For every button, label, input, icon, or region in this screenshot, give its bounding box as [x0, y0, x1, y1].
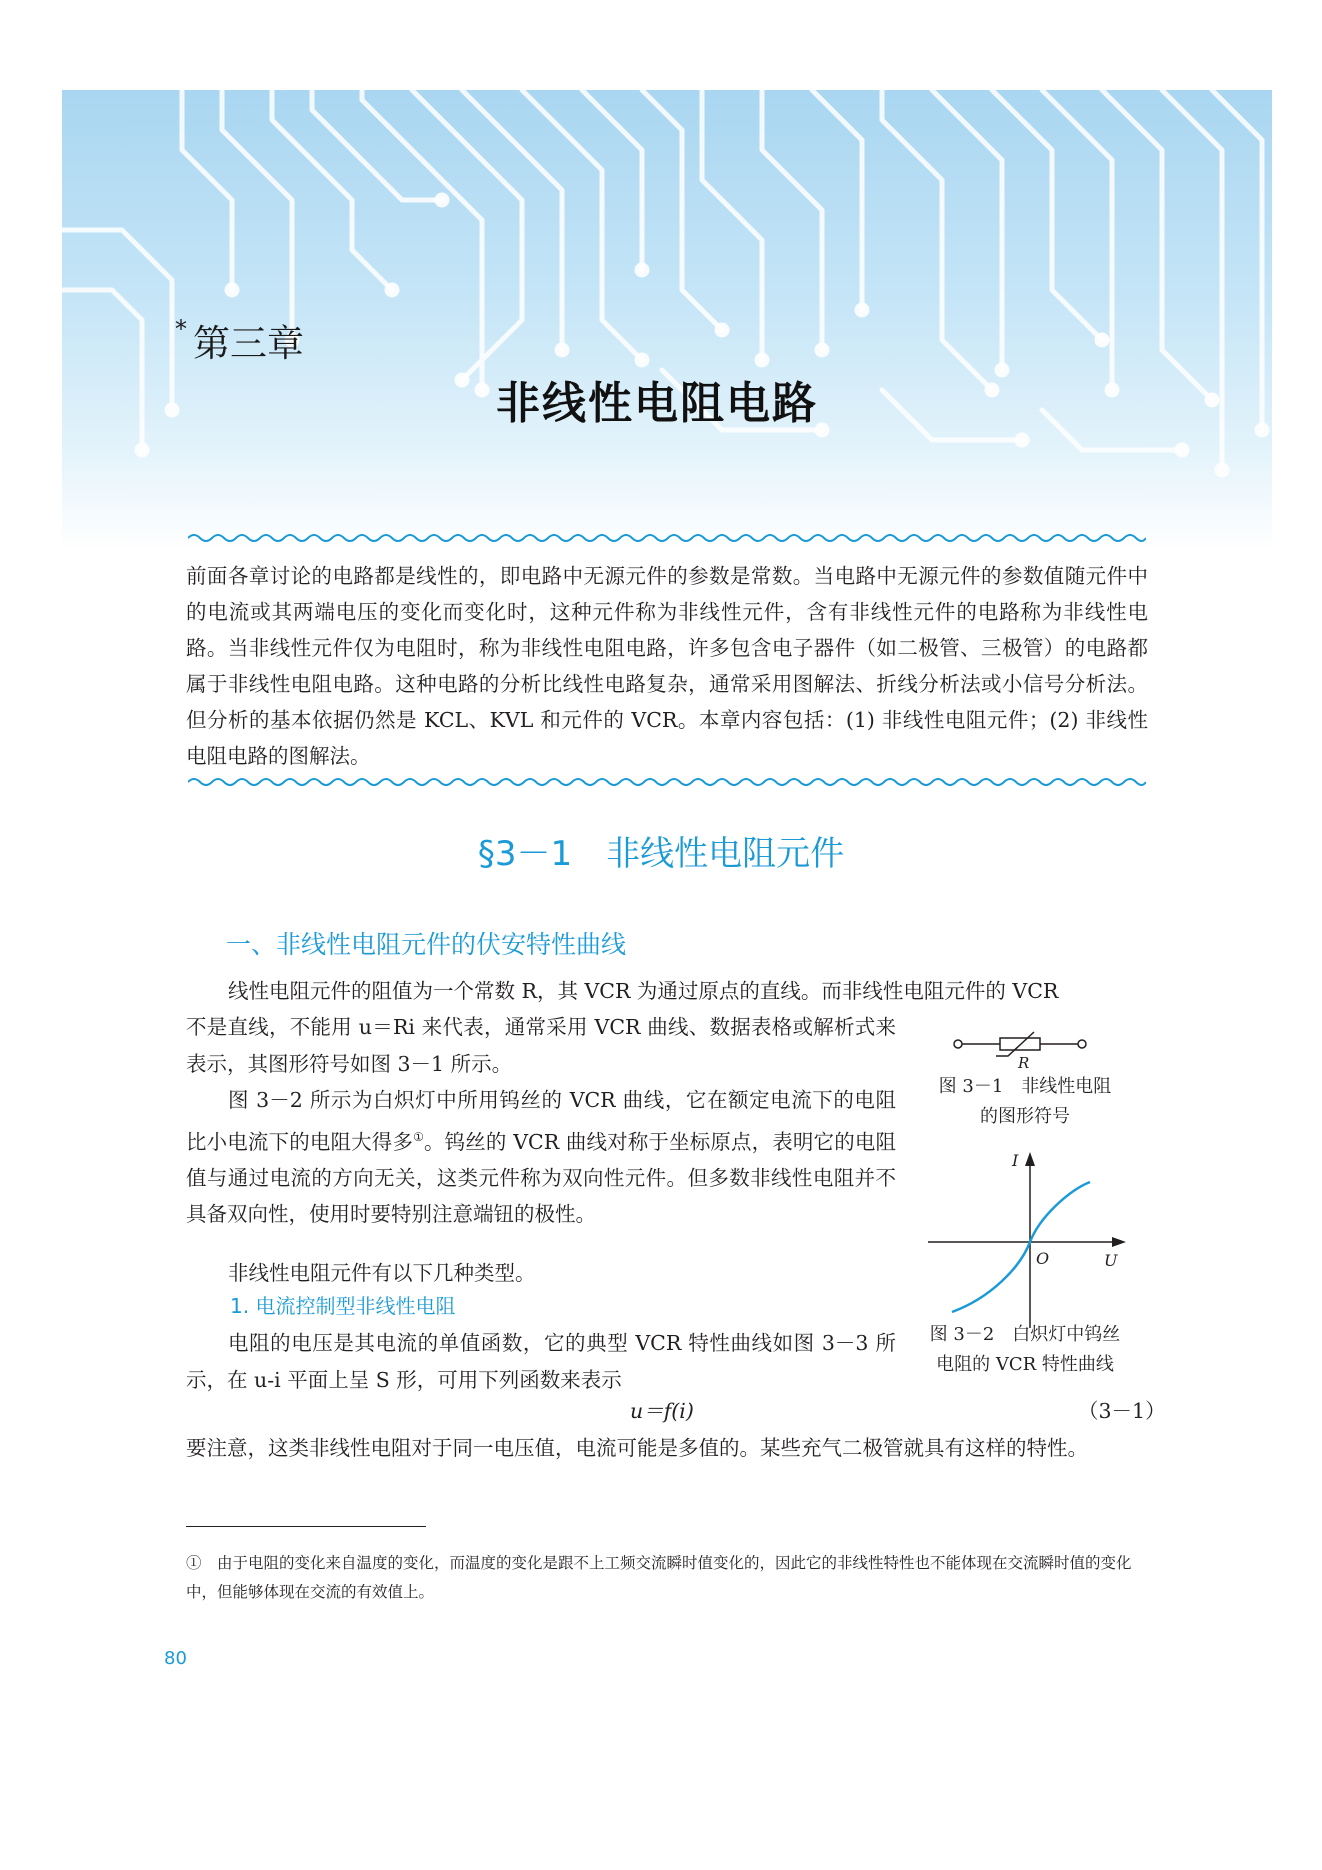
paragraph-1-line-1: 线性电阻元件的阻值为一个常数 R，其 VCR 为通过原点的直线。而非线性电阻元件的 VCR	[228, 979, 1059, 1003]
footnote: ① 由于电阻的变化来自温度的变化，而温度的变化是跟不上工频交流瞬时值变化的，因此它的非线性特性也不能体现在交流瞬时值的变化中，但能够体现在交流的有效值上。	[186, 1554, 1132, 1601]
footnote-divider	[186, 1526, 426, 1527]
paragraph-5: 要注意，这类非线性电阻对于同一电压值，电流可能是多值的。某些充气二极管就具有这样的特性。	[186, 1436, 1088, 1460]
intro-bottom-wave-rule	[188, 776, 1146, 788]
chapter-number	[175, 313, 304, 367]
tungsten-vcr-curve-figure	[920, 1148, 1130, 1332]
item-heading-current-controlled: 1. 电流控制型非线性电阻	[230, 1294, 456, 1318]
page-number: 80	[164, 1648, 187, 1669]
paragraph-2-rest: 。钨丝的 VCR 曲线对称于坐标原点，表明它的电阻值与通过电流的方向无关，这类元件称为双向性元件。但多数非线性电阻并不具备双向性，使用时要特别注意端钮的极性。	[186, 1129, 896, 1227]
equation-number: （3－1）	[1078, 1399, 1166, 1423]
chapter-title: 非线性电阻电路	[496, 378, 818, 429]
figure-3-2-caption	[905, 1320, 1145, 1380]
vcr-curve	[952, 1182, 1090, 1312]
figure-3-1-caption-line-1: 图 3－1 非线性电阻	[938, 1076, 1112, 1097]
equation-3-1: u＝f(i)	[630, 1399, 694, 1423]
resistor-symbol-label: R	[1018, 1054, 1030, 1072]
paragraph-2	[186, 1082, 896, 1233]
paragraph-1-continued: 不是直线，不能用 u＝Ri 来代表，通常采用 VCR 曲线、数据表格或解析式来表示，其图形符号如图 3－1 所示。	[186, 1015, 896, 1076]
chapter-number-text: 第三章	[193, 322, 304, 365]
optional-chapter-star: *	[175, 315, 187, 343]
figure-3-2-caption-line-1: 图 3－2 白炽灯中钨丝	[929, 1324, 1121, 1345]
figure-3-1-caption-line-2: 的图形符号	[980, 1106, 1070, 1127]
x-axis-label: U	[1104, 1251, 1118, 1270]
figure-3-1-caption	[920, 1072, 1130, 1132]
paragraph-2-text: 图 3－2 所示为白炽灯中所用钨丝的 VCR 曲线，它在额定电流下的电阻比小电流下的电阻大得多	[186, 1088, 896, 1154]
subsection-heading: 一、非线性电阻元件的伏安特性曲线	[226, 930, 627, 959]
figure-3-2-caption-line-2: 电阻的 VCR 特性曲线	[936, 1354, 1114, 1375]
chapter-intro-paragraph: 前面各章讨论的电路都是线性的，即电路中无源元件的参数是常数。当电路中无源元件的参数值随元件中的电流或其两端电压的变化而变化时，这种元件称为非线性元件，含有非线性元件的电路称为非线性电路。当非线性元件仅为电阻时，称为非线性电阻电路，许多包含电子器件（如二极管、三极管）的电路都属于非线性电阻电路。这种电路的分析比线性电路复杂，通常采用图解法、折线分析法或小信号分析法。但分析的基本依据仍然是 KCL、KVL 和元件的 VCR。本章内容包括：(1) 非线性电阻元件；(2) 非线性电阻电路的图解法。	[186, 564, 1148, 768]
intro-top-wave-rule	[188, 532, 1146, 544]
origin-label: O	[1036, 1249, 1050, 1268]
nonlinear-resistor-symbol	[950, 1028, 1090, 1072]
paragraph-3: 非线性电阻元件有以下几种类型。	[228, 1261, 536, 1285]
section-heading: §3－1 非线性电阻元件	[477, 834, 845, 874]
footnote-marker[interactable]: ①	[413, 1129, 424, 1144]
y-axis-label: I	[1012, 1151, 1019, 1170]
paragraph-4: 电阻的电压是其电流的单值函数，它的典型 VCR 特性曲线如图 3－3 所示，在 u-i 平面上呈 S 形，可用下列函数来表示	[186, 1331, 896, 1392]
